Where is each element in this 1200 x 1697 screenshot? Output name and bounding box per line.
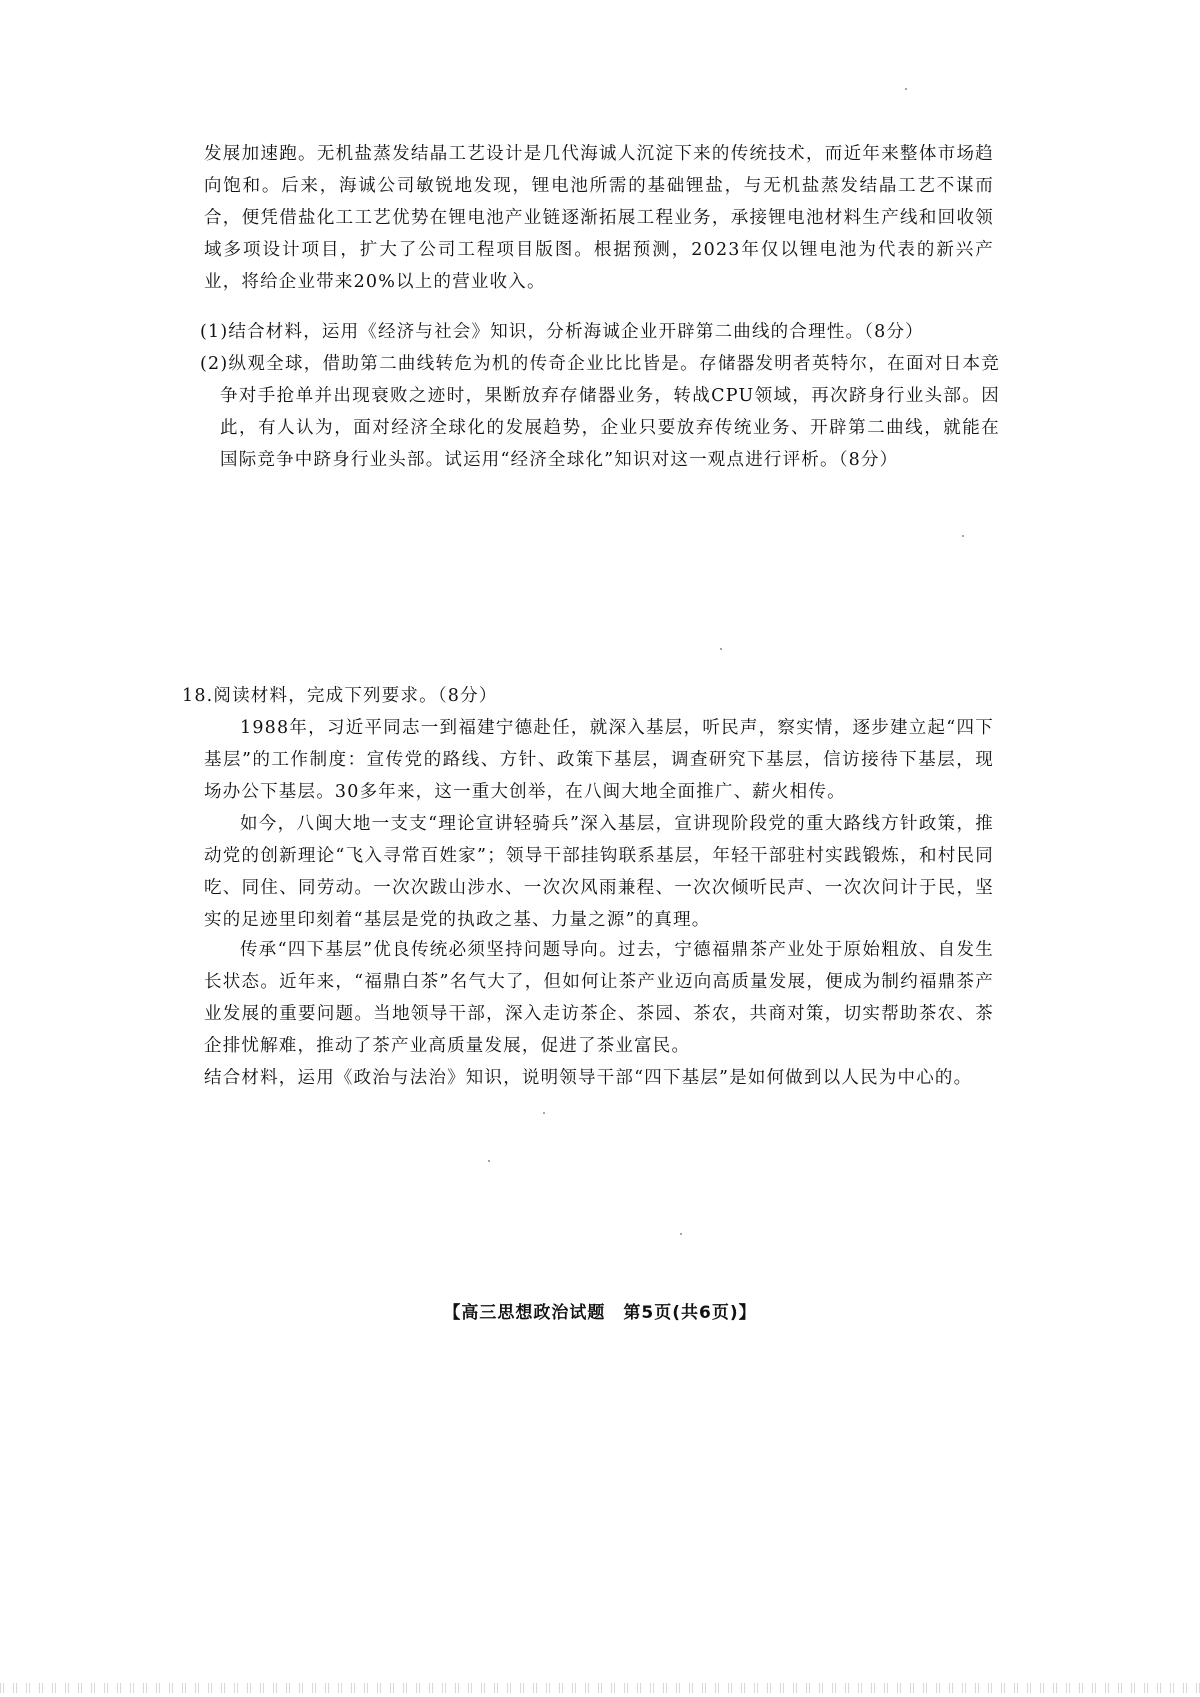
question-18-requirement: 结合材料，运用《政治与法治》知识，说明领导干部“四下基层”是如何做到以人民为中心的。	[204, 1068, 973, 1088]
question-18-material-paragraph-3: 传承“四下基层”优良传统必须坚持问题导向。过去，宁德福鼎茶产业处于原始粗放、自发生长状态。近年来，“福鼎白茶”名气大了，但如何让茶产业迈向高质量发展，便成为制约福鼎茶产业发展的重要问题。当地领导干部，深入走访茶企、茶园、茶农，共商对策，切实帮助茶农、茶企排忧解难，推动了茶产业高质量发展，促进了茶业富民。	[204, 940, 994, 1056]
question-17-part-2: (2)纵观全球，借助第二曲线转危为机的传奇企业比比皆是。存储器发明者英特尔，在面对日本竞争对手抢单并出现衰败之迹时，果断放弃存储器业务，转战CPU领域，再次跻身行业头部。因此，有人认为，面对经济全球化的发展趋势，企业只要放弃传统业务、开辟第二曲线，就能在国际竞争中跻身行业头部。试运用“经济全球化”知识对这一观点进行评析。（8分）	[200, 354, 1000, 470]
question-17-part-1: (1)结合材料，运用《经济与社会》知识，分析海诚企业开辟第二曲线的合理性。（8分）	[200, 322, 924, 342]
scan-speck	[488, 1160, 490, 1162]
question-18-heading: 18.阅读材料，完成下列要求。（8分）	[182, 686, 498, 706]
material-continued: 发展加速跑。无机盐蒸发结晶工艺设计是几代海诚人沉淀下来的传统技术，而近年来整体市场趋向饱和。后来，海诚公司敏锐地发现，锂电池所需的基础锂盐，与无机盐蒸发结晶工艺不谋而合，便凭借盐化工工艺优势在锂电池产业链逐渐拓展工程业务，承接锂电池材料生产线和回收领域多项设计项目，扩大了公司工程项目版图。根据预测，2023年仅以锂电池为代表的新兴产业，将给企业带来20%以上的营业收入。	[204, 144, 994, 292]
scan-speck	[962, 535, 964, 537]
question-18-material-paragraph-1: 1988年，习近平同志一到福建宁德赴任，就深入基层，听民声，察实情，逐步建立起“四下基层”的工作制度：宣传党的路线、方针、政策下基层，调查研究下基层，信访接待下基层，现场办公下基层。30多年来，这一重大创举，在八闽大地全面推广、薪火相传。	[204, 718, 994, 802]
scan-border-pattern	[0, 1683, 1200, 1693]
question-18-material-paragraph-2: 如今，八闽大地一支支“理论宣讲轻骑兵”深入基层，宣讲现阶段党的重大路线方针政策，推动党的创新理论“飞入寻常百姓家”；领导干部挂钩联系基层，年轻干部驻村实践锻炼，和村民同吃、同住、同劳动。一次次跋山涉水、一次次风雨兼程、一次次倾听民声、一次次问计于民，坚实的足迹里印刻着“基层是党的执政之基、力量之源”的真理。	[204, 814, 994, 930]
scan-speck	[905, 88, 907, 90]
scan-speck	[543, 1112, 545, 1114]
scan-speck	[680, 1233, 682, 1235]
scan-speck	[720, 648, 722, 650]
page-footer: 【高三思想政治试题 第5页(共6页)】	[443, 1303, 757, 1323]
